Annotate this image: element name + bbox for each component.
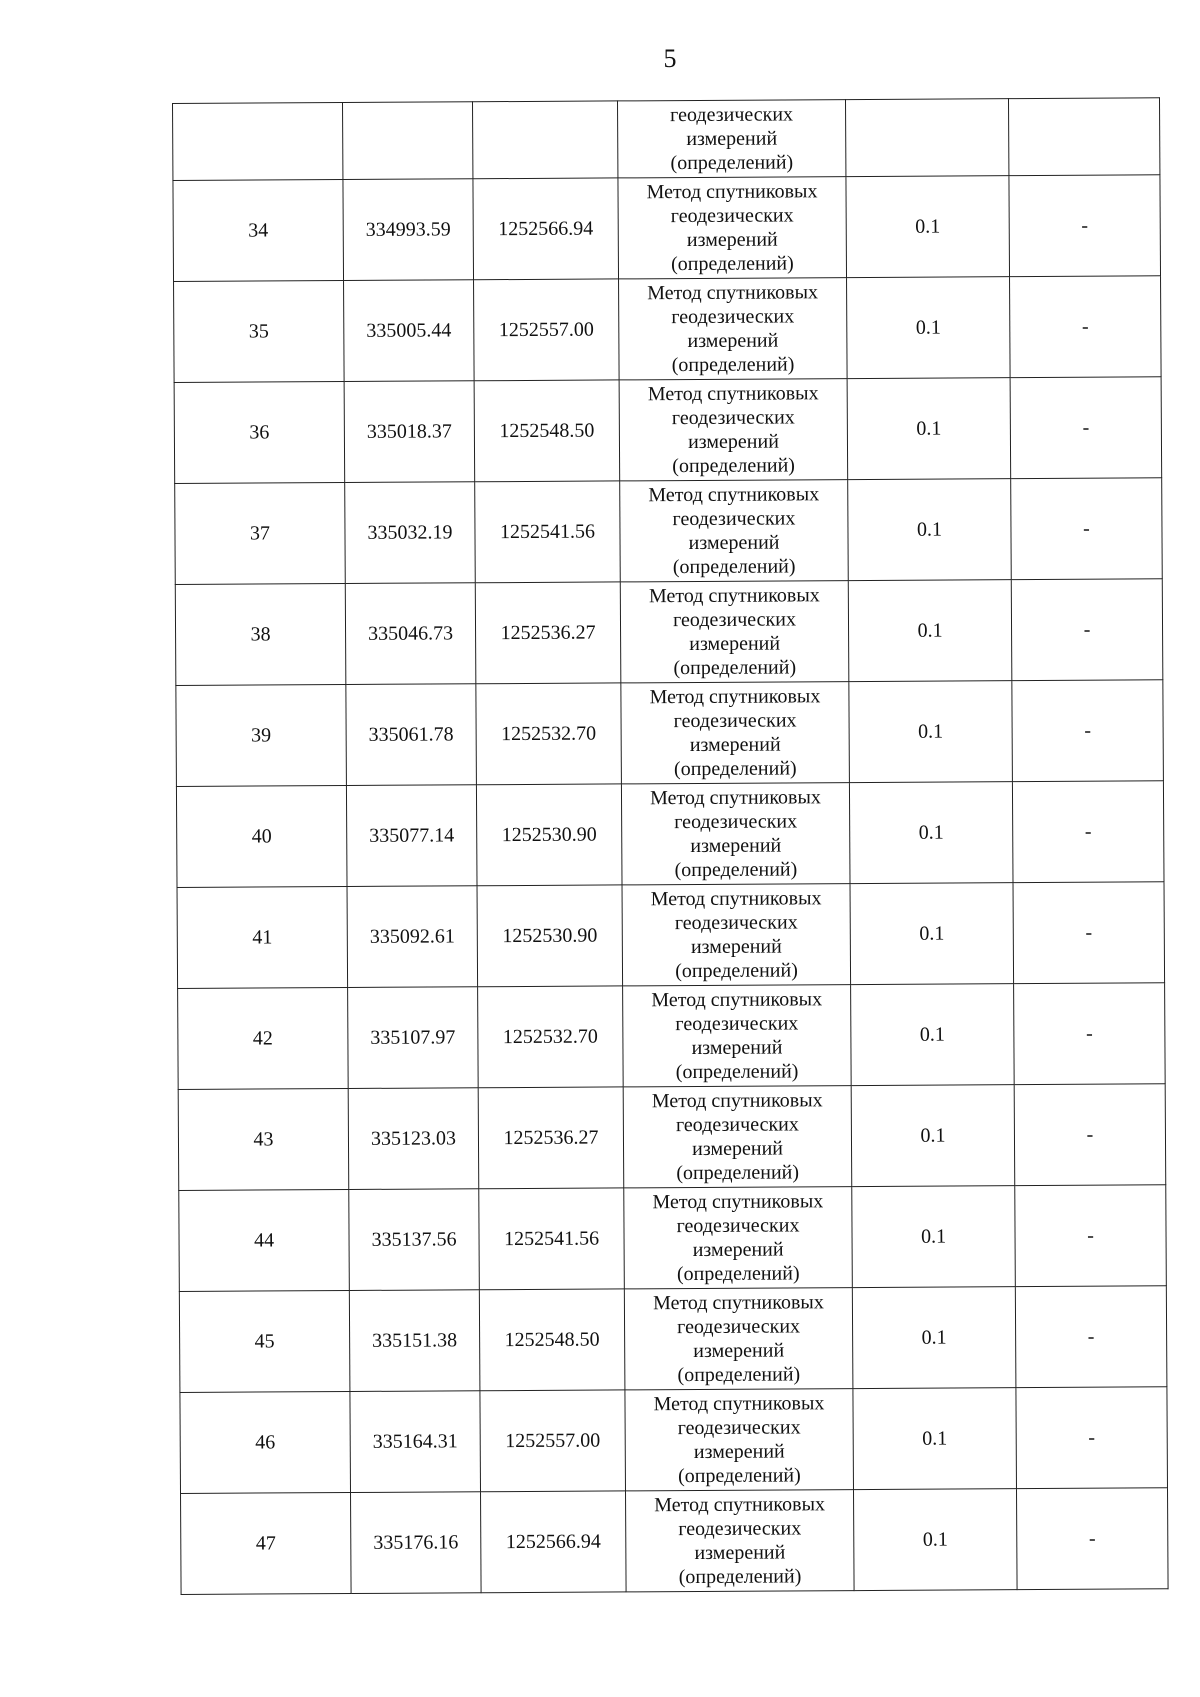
accuracy-cell: 0.1 — [852, 1287, 1016, 1389]
x-cell: 335107.97 — [348, 987, 479, 1089]
note-cell: - — [1010, 276, 1162, 378]
point-cell: 40 — [176, 786, 347, 888]
note-cell: - — [1013, 882, 1165, 984]
x-cell: 335176.16 — [351, 1492, 482, 1594]
point-cell: 46 — [180, 1391, 351, 1493]
method-text: Метод спутниковых геодезических измерений (определений) — [647, 382, 819, 478]
x-cell: 335123.03 — [348, 1088, 479, 1190]
point-cell: 44 — [179, 1190, 350, 1292]
method-cell — [621, 682, 850, 784]
table-row — [176, 680, 1164, 787]
y-cell: 1252548.50 — [474, 380, 620, 482]
table-row — [179, 1286, 1167, 1393]
note-cell: - — [1015, 1185, 1167, 1287]
method-cell — [620, 480, 849, 582]
method-text: геодезических измерений (определений) — [670, 103, 794, 175]
method-text: Метод спутниковых геодезических измерений (определений) — [654, 1493, 826, 1589]
accuracy-cell: 0.1 — [853, 1489, 1017, 1591]
method-text: Метод спутниковых геодезических измерений (определений) — [650, 887, 822, 983]
method-cell — [617, 100, 845, 178]
x-cell: 334993.59 — [343, 179, 474, 281]
accuracy-cell: 0.1 — [847, 378, 1011, 480]
page-number: 5 — [663, 44, 677, 73]
point-cell: 35 — [174, 281, 345, 383]
accuracy-cell: 0.1 — [849, 782, 1013, 884]
method-cell — [623, 1086, 852, 1188]
accuracy-cell: 0.1 — [848, 479, 1012, 581]
point-cell — [173, 103, 343, 181]
note-cell: - — [1011, 579, 1163, 681]
point-cell: 37 — [175, 483, 346, 585]
x-cell: 335046.73 — [345, 583, 476, 685]
note-cell: - — [1011, 478, 1163, 580]
note-cell: - — [1016, 1387, 1168, 1489]
table-row — [176, 781, 1164, 888]
note-cell: - — [1012, 680, 1164, 782]
y-cell: 1252530.90 — [477, 885, 623, 987]
y-cell: 1252532.70 — [476, 683, 622, 785]
accuracy-cell: 0.1 — [851, 984, 1015, 1086]
y-cell: 1252530.90 — [476, 784, 622, 886]
accuracy-cell: 0.1 — [850, 883, 1014, 985]
note-cell: - — [1016, 1488, 1168, 1590]
method-cell — [625, 1389, 854, 1491]
method-cell — [619, 379, 848, 481]
note-cell: - — [1014, 983, 1166, 1085]
method-text: Метод спутниковых геодезических измерений (определений) — [651, 1089, 823, 1185]
method-text: Метод спутниковых геодезических измерений (определений) — [652, 1190, 824, 1286]
method-cell — [626, 1490, 855, 1592]
table-row — [178, 983, 1166, 1090]
x-cell: 335137.56 — [349, 1189, 480, 1291]
x-cell: 335151.38 — [349, 1290, 480, 1392]
method-text: Метод спутниковых геодезических измерений (определений) — [651, 988, 823, 1084]
table-row-continuation — [173, 98, 1160, 181]
method-text: Метод спутниковых геодезических измерений (определений) — [648, 483, 820, 579]
method-cell — [619, 278, 848, 380]
y-cell — [472, 101, 617, 179]
note-cell: - — [1015, 1286, 1167, 1388]
method-cell — [623, 985, 852, 1087]
y-cell: 1252536.27 — [478, 1087, 624, 1189]
table-row — [175, 478, 1163, 585]
y-cell: 1252536.27 — [475, 582, 621, 684]
y-cell: 1252557.00 — [480, 1390, 626, 1492]
point-cell: 45 — [179, 1290, 350, 1392]
y-cell: 1252541.56 — [479, 1188, 625, 1290]
x-cell: 335061.78 — [346, 684, 477, 786]
method-cell — [620, 581, 849, 683]
method-cell — [621, 783, 850, 885]
table-row — [178, 1084, 1166, 1191]
x-cell — [343, 102, 473, 180]
accuracy-cell: 0.1 — [847, 277, 1011, 379]
accuracy-cell: 0.1 — [851, 1085, 1015, 1187]
x-cell: 335032.19 — [345, 482, 476, 584]
method-cell — [622, 884, 851, 986]
method-text: Метод спутниковых геодезических измерений (определений) — [648, 584, 820, 680]
coordinates-table — [172, 97, 1169, 1595]
note-cell: - — [1009, 175, 1161, 277]
accuracy-cell — [845, 99, 1008, 177]
table-row — [181, 1488, 1169, 1595]
accuracy-cell: 0.1 — [849, 681, 1013, 783]
x-cell: 335018.37 — [344, 381, 475, 483]
method-text: Метод спутниковых геодезических измерений (определений) — [646, 180, 818, 276]
accuracy-cell: 0.1 — [848, 580, 1012, 682]
table-row — [179, 1185, 1167, 1292]
y-cell: 1252557.00 — [474, 279, 620, 381]
table-row — [174, 377, 1162, 484]
note-cell: - — [1010, 377, 1162, 479]
y-cell: 1252541.56 — [475, 481, 621, 583]
x-cell: 335005.44 — [344, 280, 475, 382]
point-cell: 43 — [178, 1089, 349, 1191]
point-cell: 39 — [176, 685, 347, 787]
note-cell: - — [1012, 781, 1164, 883]
point-cell: 42 — [178, 988, 349, 1090]
method-cell — [624, 1187, 853, 1289]
accuracy-cell: 0.1 — [846, 176, 1010, 278]
y-cell: 1252566.94 — [473, 178, 619, 280]
y-cell: 1252548.50 — [479, 1289, 625, 1391]
method-text: Метод спутниковых геодезических измерений (определений) — [650, 786, 821, 882]
method-text: Метод спутниковых геодезических измерений (определений) — [653, 1392, 825, 1488]
table-row — [174, 276, 1162, 383]
method-text: Метод спутниковых геодезических измерений (определений) — [649, 685, 821, 781]
point-cell: 34 — [173, 180, 344, 282]
method-text: Метод спутниковых геодезических измерений (определений) — [647, 281, 819, 377]
accuracy-cell: 0.1 — [853, 1388, 1017, 1490]
point-cell: 38 — [175, 584, 346, 686]
table-row — [175, 579, 1163, 686]
table-row — [177, 882, 1165, 989]
accuracy-cell: 0.1 — [852, 1186, 1016, 1288]
x-cell: 335164.31 — [350, 1391, 481, 1493]
table-body — [173, 98, 1169, 1595]
x-cell: 335092.61 — [347, 886, 478, 988]
method-cell — [624, 1288, 853, 1390]
note-cell — [1008, 98, 1159, 176]
method-text: Метод спутниковых геодезических измерений (определений) — [652, 1291, 824, 1387]
x-cell: 335077.14 — [346, 785, 477, 887]
table-row — [173, 175, 1161, 282]
y-cell: 1252566.94 — [481, 1491, 627, 1593]
point-cell: 36 — [174, 382, 345, 484]
method-cell — [618, 177, 847, 279]
note-cell: - — [1014, 1084, 1166, 1186]
point-cell: 47 — [181, 1492, 352, 1594]
table-row — [180, 1387, 1168, 1494]
point-cell: 41 — [177, 887, 348, 989]
y-cell: 1252532.70 — [478, 986, 624, 1088]
